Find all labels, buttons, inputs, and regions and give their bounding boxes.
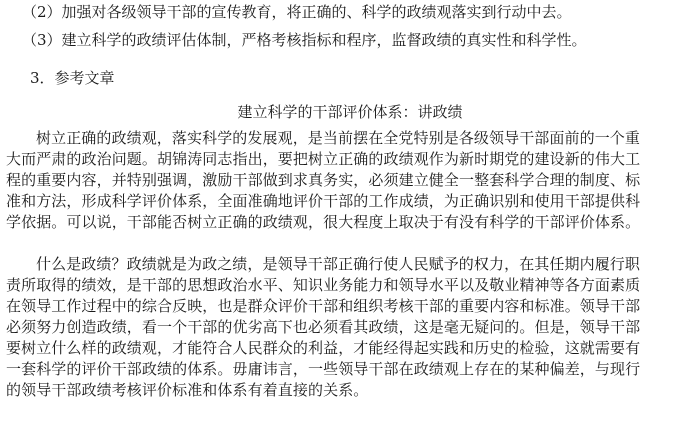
list-item-2: （2）加强对各级领导干部的宣传教育，将正确的、科学的政绩观落实到行动中去。 (22, 3, 572, 21)
paragraph-line: 的领导干部政绩考核评价标准和体系有着直接的关系。 (6, 381, 369, 399)
paragraph-line: 学依据。可以说，干部能否树立正确的政绩观，很大程度上取决于有没有科学的干部评价体系。 (6, 213, 641, 231)
paragraph-line: 在领导工作过程中的综合反映，也是群众评价干部和组织考核干部的重要内容和标准。领导干部 (6, 297, 641, 315)
section-heading: 3．参考文章 (30, 69, 115, 87)
paragraph-line: 责所取得的绩效，是干部的思想政治水平、知识业务能力和领导水平以及敬业精神等各方面素质 (6, 276, 641, 294)
paragraph-line: 大而严肃的政治问题。胡锦涛同志指出，要把树立正确的政绩观作为新时期党的建设新的伟大工 (6, 150, 641, 168)
paragraph-line: 程的重要内容，并特别强调，激励干部做到求真务实，必须建立健全一整套科学合理的制度、标 (6, 171, 641, 189)
paragraph-line: 一套科学的评价干部政绩的体系。毋庸讳言，一些领导干部在政绩观上存在的某种偏差，与现行 (6, 360, 641, 378)
paragraph-line: 树立正确的政绩观，落实科学的发展观，是当前摆在全党特别是各级领导干部面前的一个重 (36, 129, 641, 147)
article-title: 建立科学的干部评价体系：讲政绩 (237, 103, 463, 121)
paragraph-line: 要树立什么样的政绩观，才能符合人民群众的利益，才能经得起实践和历史的检验，这就需要有 (6, 339, 641, 357)
article-paragraph-1 (6, 128, 694, 233)
paragraph-line: 必须努力创造政绩，看一个干部的优劣高下也必须看其政绩，这是毫无疑问的。但是，领导干部 (6, 318, 641, 336)
list-item-3: （3）建立科学的政绩评估体制，严格考核指标和程序，监督政绩的真实性和科学性。 (22, 31, 587, 49)
paragraph-line: 什么是政绩？政绩就是为政之绩，是领导干部正确行使人民赋予的权力，在其任期内履行职 (36, 255, 641, 273)
paragraph-line: 准和方法，形成科学评价体系，全面准确地评价干部的工作成绩，为正确识别和使用干部提供科 (6, 192, 641, 210)
article-paragraph-2 (6, 254, 694, 401)
